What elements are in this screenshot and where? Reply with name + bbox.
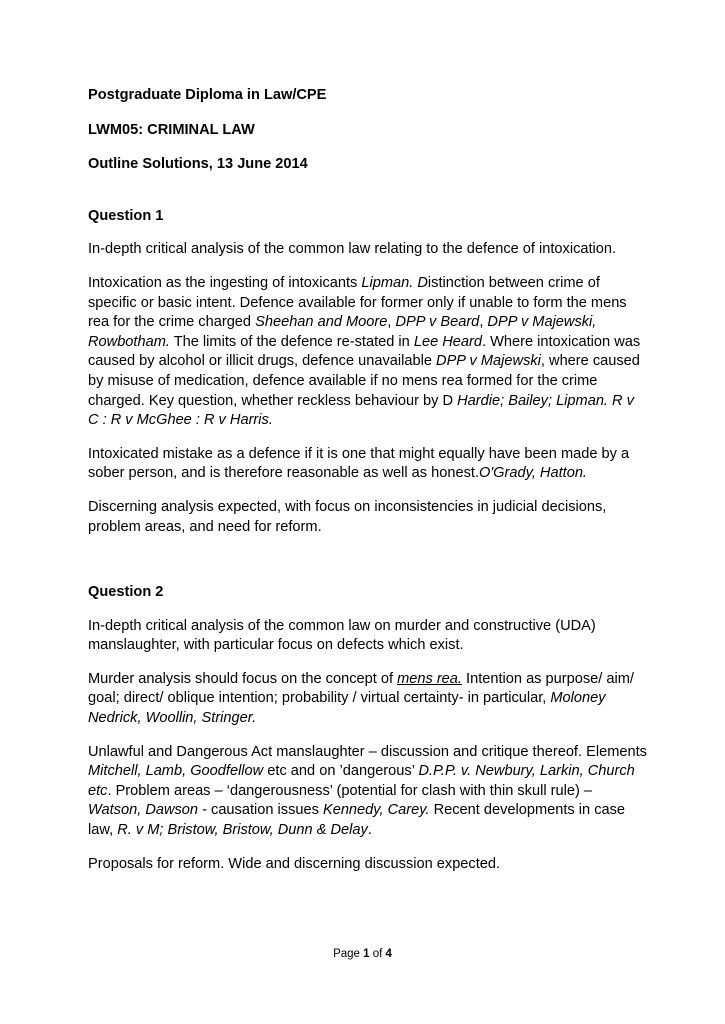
text-run: mens rea. bbox=[397, 670, 462, 687]
text-run: Hardie; Bailey; Lipman. R v C : R v McGhee : R v Harris. bbox=[88, 392, 634, 429]
page-number: 1 bbox=[363, 948, 370, 960]
text-run: Kennedy, Carey. bbox=[322, 802, 430, 819]
text-run: - causation issues bbox=[198, 802, 323, 819]
text-run: Intoxicated mistake as a defence if it is one that might equally have been made by a sober person, and is therefore reasonable as well as honest. bbox=[88, 445, 630, 482]
text-run: Sheehan and Moore bbox=[255, 314, 388, 331]
document-body bbox=[88, 86, 648, 874]
page-footer bbox=[0, 948, 725, 960]
course-title: Postgraduate Diploma in Law/CPE bbox=[88, 87, 327, 103]
text-run: etc and on ’dangerous’ bbox=[263, 763, 419, 780]
text-run: , where caused by misuse of medication, defence available if no mens rea formed for the crime charged. Key question, whether reckless behaviour by D bbox=[88, 353, 640, 409]
text-run: . bbox=[367, 822, 372, 839]
module-title: LWM05: CRIMINAL LAW bbox=[88, 121, 255, 138]
question-2-paragraph-2 bbox=[88, 670, 648, 729]
text-run: Mitchell, Lamb, Goodfellow bbox=[88, 763, 264, 780]
text-run: DPP v Majewski, Rowbotham. bbox=[88, 314, 597, 350]
text-run: DPP v Beard bbox=[395, 314, 480, 331]
question-2-paragraph-3 bbox=[88, 743, 648, 841]
question-2-paragraph-4: Proposals for reform. Wide and discerning discussion expected. bbox=[88, 855, 501, 872]
of-word: of bbox=[369, 948, 386, 960]
text-run: Lipman. D bbox=[361, 274, 428, 291]
text-run: istinction between crime of specific or basic intent. Defence available for former only if unable to form the mens rea for the crime charged bbox=[88, 274, 627, 331]
text-run: Moloney Nedrick, Woollin, Stringer. bbox=[88, 690, 606, 727]
text-run: Intention as purpose/ aim/ goal; direct/ oblique intention; probability / virtual certainty- in particular, bbox=[88, 670, 634, 707]
text-run: , bbox=[387, 314, 396, 331]
question-1-paragraph-4: Discerning analysis expected, with focus on inconsistencies in judicial decisions, problem areas, and need for reform. bbox=[88, 498, 607, 535]
text-run: DPP v Majewski bbox=[436, 353, 541, 370]
question-1-heading: Question 1 bbox=[88, 207, 164, 224]
text-run: . Where intoxication was caused by alcohol or illicit drugs, defence unavailable bbox=[88, 333, 641, 370]
text-run: Murder analysis should focus on the concept of bbox=[88, 670, 398, 687]
page-total: 4 bbox=[385, 948, 392, 960]
question-1-paragraph-2 bbox=[88, 274, 648, 431]
text-run: Watson, Dawson bbox=[88, 802, 199, 819]
text-run: The limits of the defence re-stated in bbox=[169, 333, 414, 350]
text-run: , bbox=[479, 314, 488, 331]
question-2-heading: Question 2 bbox=[88, 584, 164, 601]
question-2-paragraph-1: In-depth critical analysis of the common law on murder and constructive (UDA) manslaughter, with particular focus on defects which exist. bbox=[88, 617, 596, 654]
text-run: Intoxication as the ingesting of intoxicants bbox=[88, 274, 362, 291]
text-run: Recent developments in case law, bbox=[88, 802, 626, 839]
question-1-paragraph-1: In-depth critical analysis of the common law relating to the defence of intoxication. bbox=[88, 241, 617, 258]
text-run: Unlawful and Dangerous Act manslaughter – discussion and critique thereof. Elements bbox=[88, 743, 647, 760]
text-run: D.P.P. v. Newbury, Larkin, Church etc bbox=[88, 763, 635, 799]
text-run: . Problem areas – ‘dangerousness’ (potential for clash with thin skull rule) – bbox=[107, 782, 593, 799]
text-run: O'Grady, Hatton. bbox=[479, 465, 587, 482]
page-word: Page bbox=[333, 948, 364, 960]
document-title: Outline Solutions, 13 June 2014 bbox=[88, 156, 308, 173]
text-run: Lee Heard bbox=[413, 333, 482, 350]
question-1-paragraph-3 bbox=[88, 445, 648, 484]
text-run: R. v M; Bristow, Bristow, Dunn & Delay bbox=[117, 822, 368, 839]
